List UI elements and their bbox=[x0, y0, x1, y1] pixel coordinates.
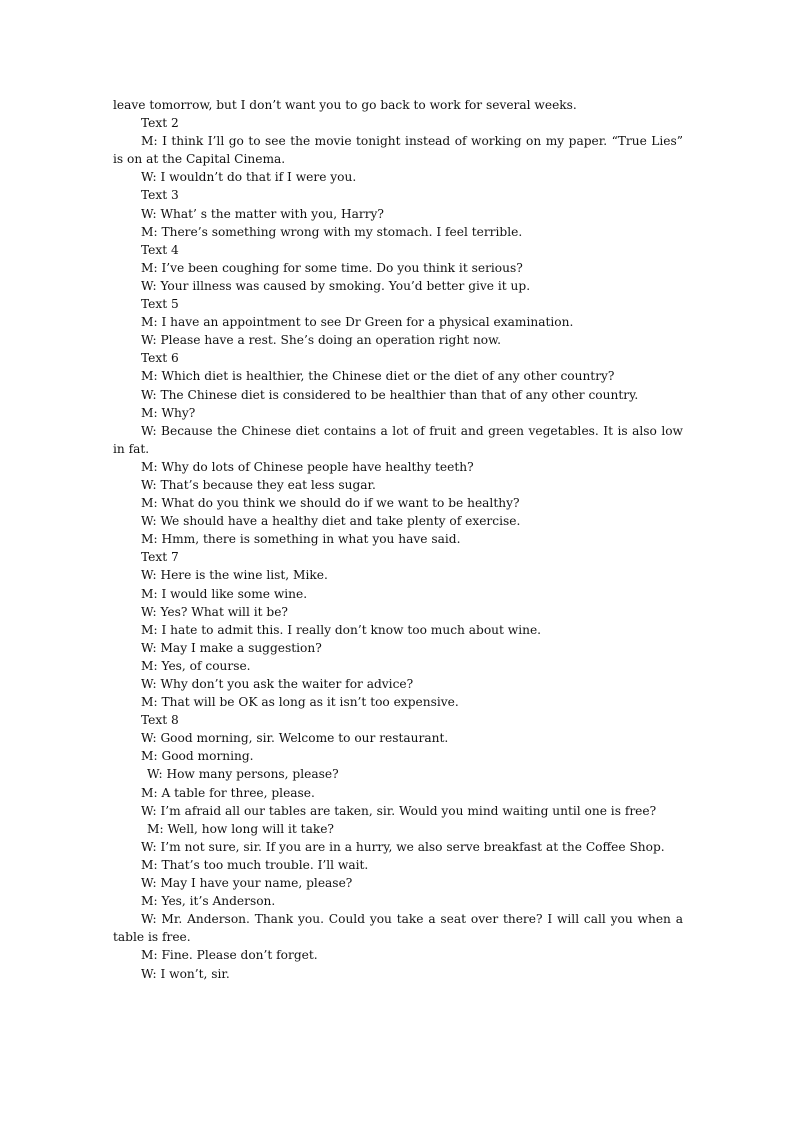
dialogue-line: M: Fine. Please don’t forget. bbox=[141, 948, 318, 963]
dialogue-line: M: Which diet is healthier, the Chinese diet or the diet of any other country? bbox=[141, 369, 615, 384]
dialogue-line: W: May I make a suggestion? bbox=[141, 640, 322, 655]
dialogue-line: M: I’ve been coughing for some time. Do you think it serious? bbox=[141, 260, 523, 275]
dialogue-line: M: Yes, it’s Anderson. bbox=[141, 894, 276, 909]
dialogue-line: W: Yes? What will it be? bbox=[141, 604, 288, 619]
dialogue-line: W: We should have a healthy diet and take plenty of exercise. bbox=[141, 514, 521, 529]
dialogue-line: M: I think I’ll go to see the movie tonight instead of working on my paper. “True Lies” is on at the Capital Cinema. bbox=[113, 134, 683, 167]
dialogue-line: W: The Chinese diet is considered to be healthier than that of any other country. bbox=[141, 387, 639, 402]
dialogue-line: W: I’m not sure, sir. If you are in a hurry, we also serve breakfast at the Coffee Shop. bbox=[141, 839, 665, 854]
dialogue-line: W: I wouldn’t do that if I were you. bbox=[141, 170, 357, 185]
dialogue-line: M: Well, how long will it take? bbox=[147, 821, 334, 836]
section-heading: Text 4 bbox=[141, 242, 179, 257]
dialogue-line: W: I’m afraid all our tables are taken, sir. Would you mind waiting until one is free? bbox=[141, 803, 657, 818]
dialogue-line: M: That will be OK as long as it isn’t too expensive. bbox=[141, 695, 459, 710]
dialogue-line: W: Your illness was caused by smoking. You’d better give it up. bbox=[141, 278, 531, 293]
section-heading: Text 6 bbox=[141, 351, 179, 366]
dialogue-line: M: A table for three, please. bbox=[141, 785, 315, 800]
dialogue-line: M: I hate to admit this. I really don’t know too much about wine. bbox=[141, 622, 542, 637]
dialogue-line: M: I would like some wine. bbox=[141, 586, 308, 601]
dialogue-line: W: Mr. Anderson. Thank you. Could you take a seat over there? I will call you when a table is free. bbox=[113, 912, 683, 945]
dialogue-line: M: I have an appointment to see Dr Green for a physical examination. bbox=[141, 315, 574, 330]
section-heading: Text 3 bbox=[141, 188, 179, 203]
dialogue-line: W: What’ s the matter with you, Harry? bbox=[141, 206, 384, 221]
text-line: leave tomorrow, but I don’t want you to go back to work for several weeks. bbox=[113, 98, 577, 112]
dialogue-line: W: Good morning, sir. Welcome to our restaurant. bbox=[141, 731, 449, 746]
dialogue-line: W: How many persons, please? bbox=[147, 767, 339, 782]
document-page bbox=[113, 96, 683, 983]
dialogue-line: W: Please have a rest. She’s doing an operation right now. bbox=[141, 333, 501, 348]
section-heading: Text 8 bbox=[141, 713, 179, 728]
dialogue-line: M: That’s too much trouble. I’ll wait. bbox=[141, 857, 369, 872]
section-heading: Text 5 bbox=[141, 297, 179, 312]
dialogue-line: W: I won’t, sir. bbox=[141, 966, 230, 981]
section-heading: Text 2 bbox=[141, 116, 179, 131]
dialogue-line: W: That’s because they eat less sugar. bbox=[141, 477, 376, 492]
dialogue-line: M: Good morning. bbox=[141, 749, 254, 764]
dialogue-line: W: Why don’t you ask the waiter for advice? bbox=[141, 677, 414, 691]
dialogue-line: W: Here is the wine list, Mike. bbox=[141, 568, 328, 583]
dialogue-line: M: Yes, of course. bbox=[141, 658, 251, 673]
section-heading: Text 7 bbox=[141, 550, 179, 565]
dialogue-line: M: There’s something wrong with my stomach. I feel terrible. bbox=[141, 224, 523, 239]
dialogue-line: M: Why? bbox=[141, 405, 196, 420]
dialogue-line: M: What do you think we should do if we want to be healthy? bbox=[141, 496, 520, 511]
dialogue-line: M: Why do lots of Chinese people have healthy teeth? bbox=[141, 459, 474, 474]
dialogue-line: M: Hmm, there is something in what you have said. bbox=[141, 532, 461, 547]
dialogue-line: W: Because the Chinese diet contains a lot of fruit and green vegetables. It is also low in fat. bbox=[113, 423, 683, 456]
dialogue-line: W: May I have your name, please? bbox=[141, 876, 353, 891]
